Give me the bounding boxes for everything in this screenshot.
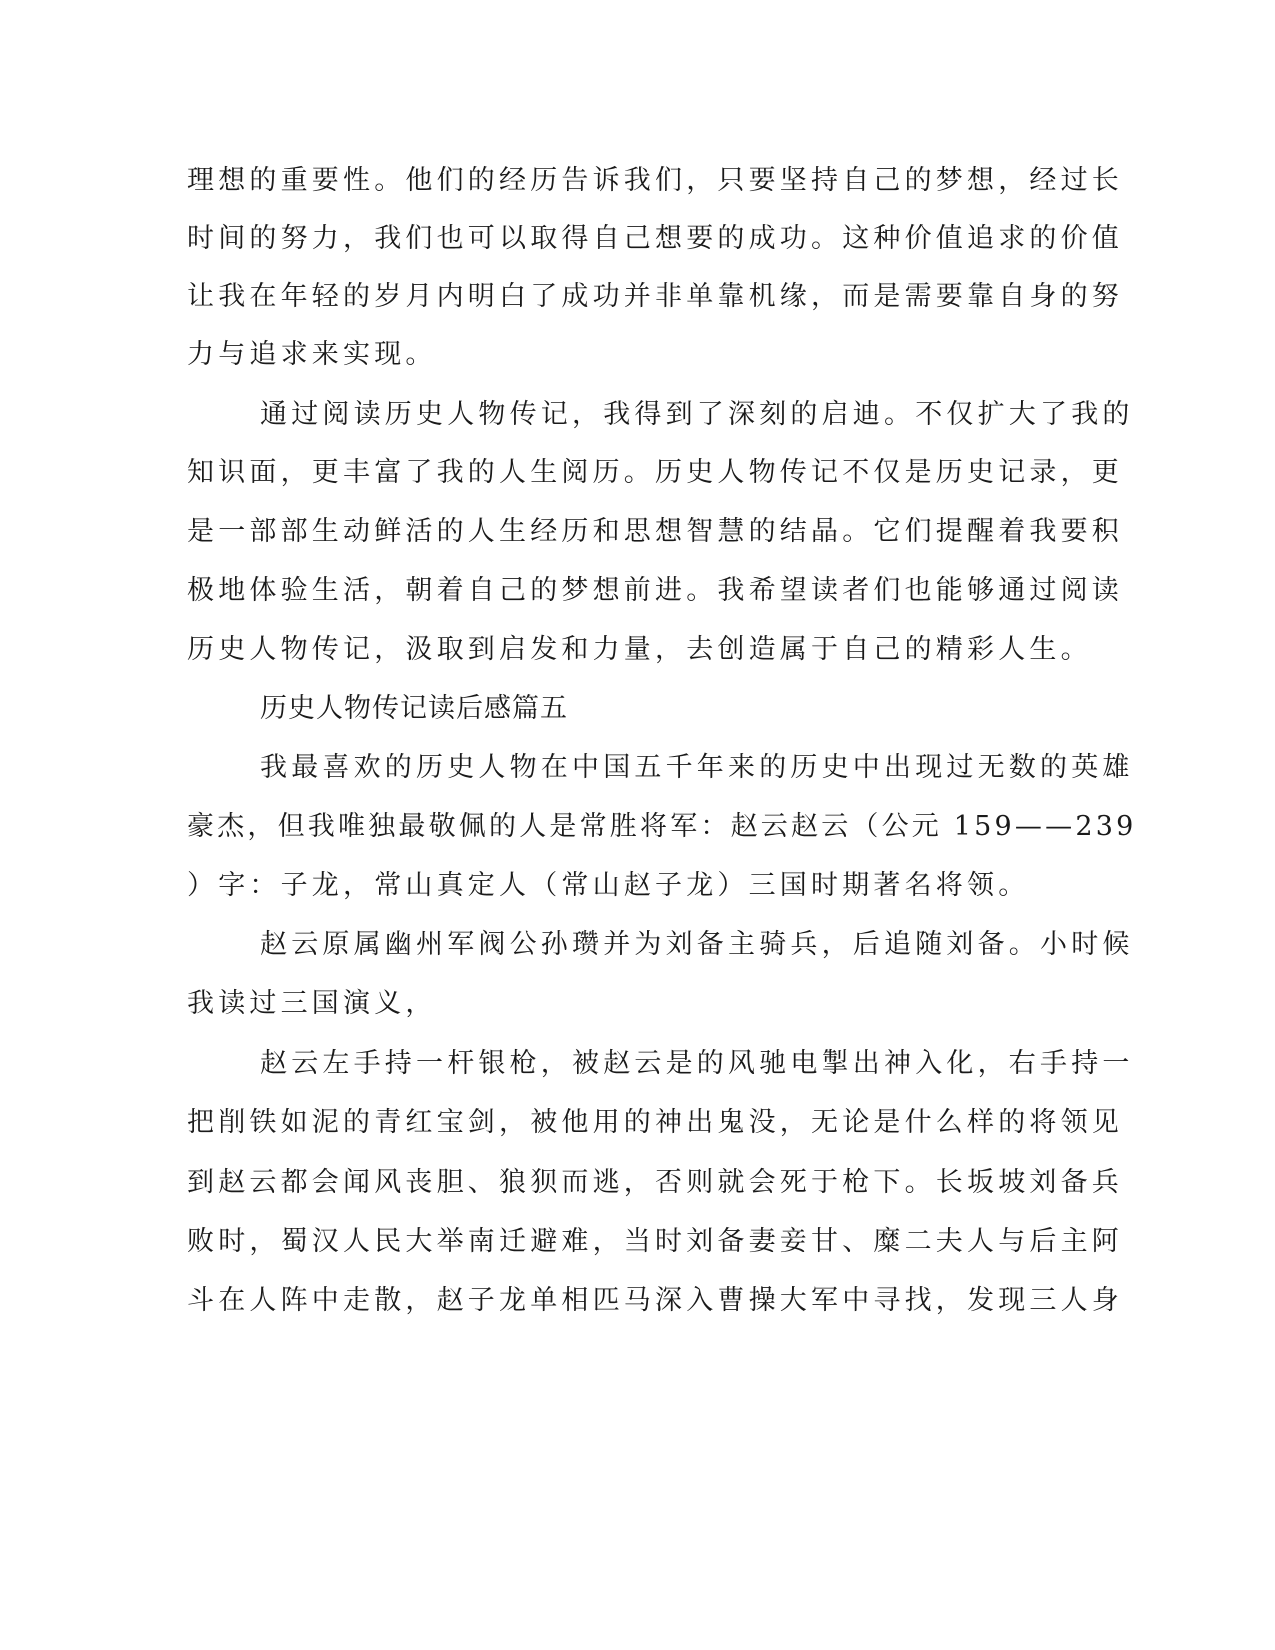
- text-line: 到赵云都会闻风丧胆、狼狈而逃，否则就会死于枪下。长坂坡刘备兵: [187, 1167, 1123, 1198]
- text-line: 力与追求来实现。: [187, 339, 437, 370]
- text-line: 豪杰，但我唯独最敬佩的人是常胜将军：赵云赵云（公元 159——239: [187, 811, 1137, 842]
- text-line: 时间的努力，我们也可以取得自己想要的成功。这种价值追求的价值: [187, 223, 1123, 254]
- text-line: 极地体验生活，朝着自己的梦想前进。我希望读者们也能够通过阅读: [187, 575, 1123, 606]
- text-line: 理想的重要性。他们的经历告诉我们，只要坚持自己的梦想，经过长: [187, 165, 1123, 196]
- text-line: 败时，蜀汉人民大举南迁避难，当时刘备妻妾甘、糜二夫人与后主阿: [187, 1226, 1123, 1257]
- text-line: 我读过三国演义，: [187, 988, 437, 1019]
- text-line: ）字：子龙，常山真定人（常山赵子龙）三国时期著名将领。: [187, 870, 1030, 901]
- text-line: 历史人物传记，汲取到启发和力量，去创造属于自己的精彩人生。: [187, 634, 1092, 665]
- text-line: 知识面，更丰富了我的人生阅历。历史人物传记不仅是历史记录，更: [187, 457, 1123, 488]
- text-line: 赵云左手持一杆银枪，被赵云是的风驰电掣出神入化，右手持一: [260, 1048, 1134, 1079]
- text-line: 我最喜欢的历史人物在中国五千年来的历史中出现过无数的英雄: [260, 752, 1134, 783]
- text-line: 赵云原属幽州军阀公孙瓒并为刘备主骑兵，后追随刘备。小时候: [260, 929, 1134, 960]
- section-heading: 历史人物传记读后感篇五: [260, 693, 568, 724]
- text-line: 斗在人阵中走散，赵子龙单相匹马深入曹操大军中寻找，发现三人身: [187, 1285, 1123, 1316]
- text-line: 通过阅读历史人物传记，我得到了深刻的启迪。不仅扩大了我的: [260, 399, 1134, 430]
- text-line: 把削铁如泥的青红宝剑，被他用的神出鬼没，无论是什么样的将领见: [187, 1107, 1123, 1138]
- text-line: 让我在年轻的岁月内明白了成功并非单靠机缘，而是需要靠自身的努: [187, 281, 1123, 312]
- text-line: 是一部部生动鲜活的人生经历和思想智慧的结晶。它们提醒着我要积: [187, 516, 1123, 547]
